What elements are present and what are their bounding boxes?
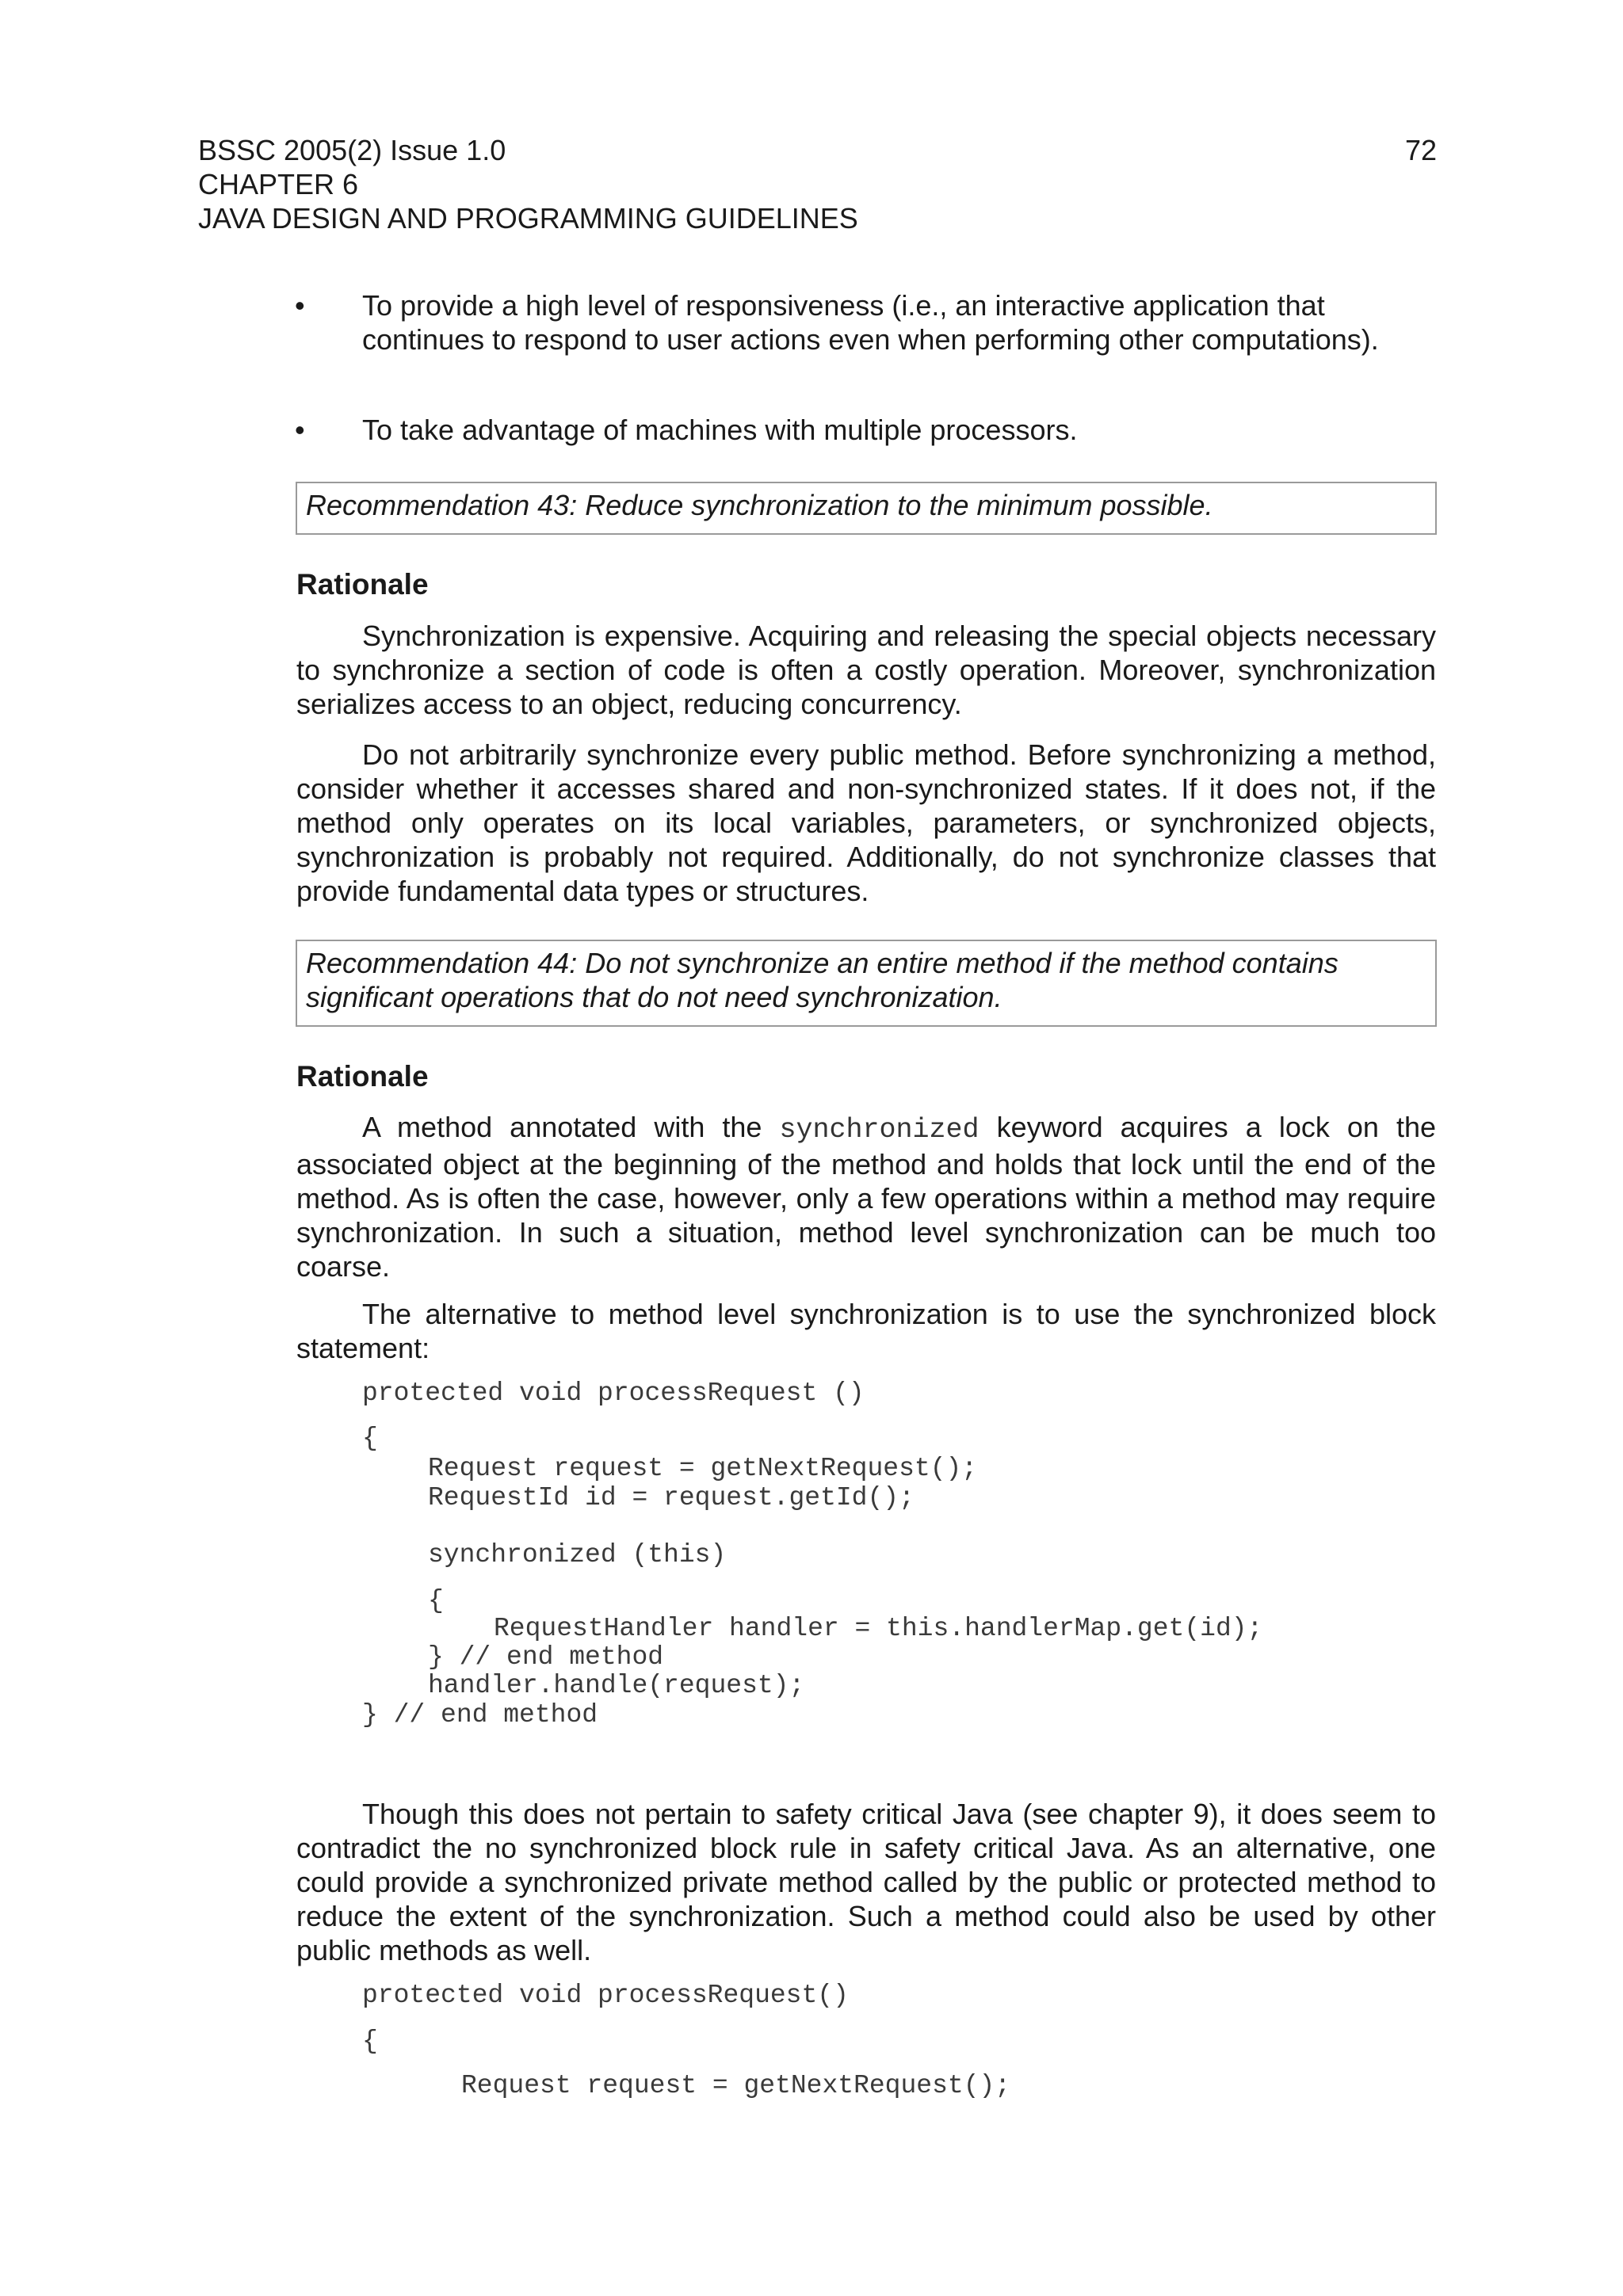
paragraph-text: keyword acquires a lock on the associated object at the beginning of the method and holds that lock until the end of the method. As is often the case, however, only a few operations within a method may require synchronization. In such a situation, method level synchronization can be much too coarse. (296, 1111, 1436, 1283)
code-line: } // end method (362, 1700, 598, 1730)
rationale-1-paragraph-2: Do not arbitrarily synchronize every public method. Before synchronizing a method, consider whether it accesses shared and non-synchronized states. If it does not, if the method only operates on its local variables, parameters, or synchronized objects, synchronization is probably not required. Additionally, do not synchronize classes that provide fundamental data types or structures. (296, 738, 1436, 907)
code-line: synchronized (this) (428, 1540, 727, 1569)
inline-code-keyword: synchronized (779, 1114, 980, 1146)
header-chapter-title: JAVA DESIGN AND PROGRAMMING GUIDELINES (198, 202, 858, 235)
code-line: { (362, 2027, 378, 2056)
rationale-2-paragraph-2: The alternative to method level synchronization is to use the synchronized block statement: (296, 1298, 1436, 1364)
code-line: protected void processRequest() (362, 1981, 849, 2010)
code-line: handler.handle(request); (428, 1671, 805, 1700)
page-number: 72 (1404, 134, 1437, 166)
recommendation-43-box: Recommendation 43: Reduce synchronization to the minimum possible. (296, 482, 1437, 535)
code-line: RequestId id = request.getId(); (428, 1483, 915, 1512)
code-line: } // end method (428, 1642, 664, 1672)
code-line: { (428, 1586, 444, 1615)
recommendation-44-box: Recommendation 44: Do not synchronize an entire method if the method contains significant operations that do not need synchronization. (296, 940, 1437, 1027)
header-chapter: CHAPTER 6 (198, 168, 359, 200)
code-line: RequestHandler handler = this.handlerMap.get(id); (494, 1614, 1263, 1643)
rationale-2-paragraph-1 (296, 1110, 1436, 1283)
rationale-1-paragraph-1: Synchronization is expensive. Acquiring and releasing the special objects necessary to synchronize a section of code is often a costly operation. Moreover, synchronization serializes access to an object, reducing concurrency. (296, 620, 1436, 720)
code-line: Request request = getNextRequest(); (461, 2071, 1011, 2100)
code-line: protected void processRequest () (362, 1379, 865, 1408)
header-document-id: BSSC 2005(2) Issue 1.0 (198, 134, 506, 166)
bullet-item-responsiveness: To provide a high level of responsiveness (i.e., an interactive application that continues to respond to user actions even when performing other computations). (362, 289, 1379, 356)
paragraph-text: A method annotated with the (362, 1111, 780, 1143)
bullet-item-multiprocessor: To take advantage of machines with multiple processors. (362, 414, 1078, 446)
bullet-marker: • (295, 289, 305, 322)
rationale-heading: Rationale (296, 568, 429, 601)
code-line: Request request = getNextRequest(); (428, 1454, 978, 1483)
paragraph-after-code: Though this does not pertain to safety critical Java (see chapter 9), it does seem to contradict the no synchronized block rule in safety critical Java. As an alternative, one could provide a synchronized private method called by the public or protected method to reduce the extent of the synchronization. Such a method could also be used by other public methods as well. (296, 1798, 1436, 1966)
bullet-marker: • (295, 414, 305, 446)
code-line: { (362, 1424, 378, 1453)
rationale-heading: Rationale (296, 1060, 429, 1093)
